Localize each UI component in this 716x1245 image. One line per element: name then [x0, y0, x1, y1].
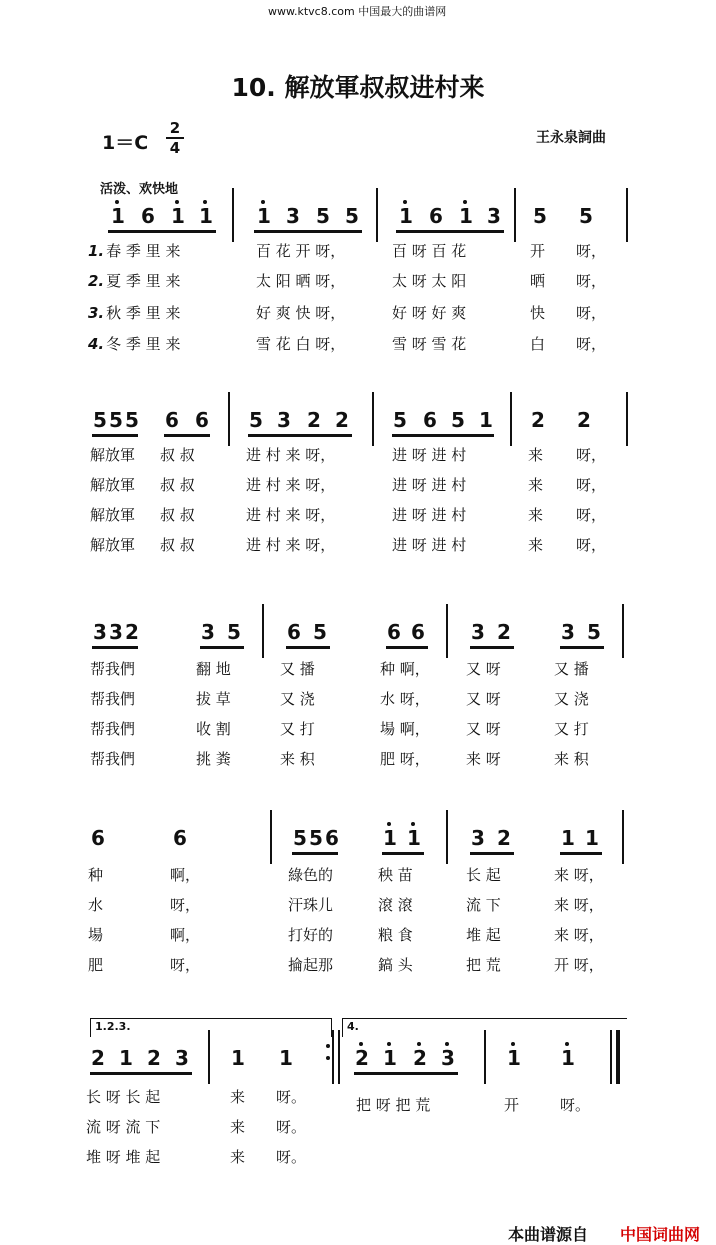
lyric: 来 呀，: [554, 896, 604, 914]
lyric: 呀。: [276, 1088, 307, 1106]
barline: [446, 604, 448, 658]
lyric: 来: [230, 1148, 246, 1166]
lyric: 进 呀 进 村: [392, 446, 467, 464]
barline: [376, 188, 378, 242]
beam: [164, 434, 210, 437]
barline: [484, 1030, 486, 1084]
lyric: 水 呀，: [380, 690, 430, 708]
note: 1: [402, 826, 426, 850]
lyric: 雪 花 白 呀，: [256, 335, 346, 353]
note: 1: [378, 826, 402, 850]
note: 6: [387, 620, 401, 644]
beam: [396, 230, 504, 233]
lyric: 开 呀，: [554, 956, 604, 974]
barline: [372, 392, 374, 446]
lyric: 又 呀: [466, 720, 501, 738]
lyric: 来: [230, 1118, 246, 1136]
note: 5: [293, 826, 307, 850]
barline: [338, 1030, 340, 1084]
lyric: 呀，: [576, 272, 607, 290]
note: 5: [587, 620, 601, 644]
note: 3: [471, 826, 485, 850]
note: 2: [147, 1046, 161, 1070]
note: 1: [231, 1046, 245, 1070]
lyric: 解放軍: [90, 506, 136, 524]
note: 3: [436, 1046, 460, 1070]
lyric: 帮我們: [90, 660, 136, 678]
note: 1: [166, 204, 190, 228]
time-signature: [166, 120, 184, 156]
note: 1: [561, 826, 575, 850]
lyric: 晒: [530, 272, 546, 290]
lyric: 呀。: [560, 1096, 591, 1114]
beam: [470, 646, 514, 649]
note: 5: [227, 620, 241, 644]
lyric: 場 啊，: [380, 720, 430, 738]
beam: [90, 1072, 192, 1075]
time-bottom: 4: [169, 139, 181, 157]
lyric: 进 村 来 呀，: [246, 446, 336, 464]
beam: [248, 434, 352, 437]
note: 5: [533, 204, 547, 228]
lyric: 呀，: [576, 476, 607, 494]
note: 2: [91, 1046, 105, 1070]
lyric: 拔 草: [196, 690, 231, 708]
note: 5: [93, 408, 107, 432]
beam: [108, 230, 216, 233]
lyric: 来: [528, 506, 544, 524]
lyric: 好 呀 好 爽: [392, 304, 467, 322]
stave-5: [0, 1046, 716, 1080]
lyric: 又 浇: [280, 690, 315, 708]
verse-line: 4. 冬 季 里 来: [88, 335, 181, 353]
lyric: 百 花 开 呀，: [256, 242, 346, 260]
lyric: 場: [88, 926, 104, 944]
lyric: 呀，: [170, 896, 201, 914]
note: 5: [109, 408, 123, 432]
lyric: 肥 呀，: [380, 750, 430, 768]
lyric: 堆 呀 堆 起: [86, 1148, 161, 1166]
beam: [354, 1072, 458, 1075]
note: 1: [502, 1046, 526, 1070]
note: 5: [309, 826, 323, 850]
barline: [270, 810, 272, 864]
lyric: 掄起那: [288, 956, 334, 974]
lyric: 呀，: [576, 536, 607, 554]
lyric: 太 呀 太 阳: [392, 272, 467, 290]
lyric: 啊，: [170, 926, 201, 944]
repeat-barline: [332, 1030, 334, 1084]
note: 1: [378, 1046, 402, 1070]
lyric: 又 打: [554, 720, 589, 738]
lyric: 又 播: [554, 660, 589, 678]
lyric: 肥: [88, 956, 104, 974]
lyric: 翻 地: [196, 660, 231, 678]
note: 2: [350, 1046, 374, 1070]
note: 2: [531, 408, 545, 432]
site-header: www.ktvc8.com 中国最大的曲谱网: [268, 5, 447, 18]
note: 3: [201, 620, 215, 644]
note: 3: [561, 620, 575, 644]
lyric: 呀，: [576, 335, 607, 353]
lyric: 解放軍: [90, 536, 136, 554]
beam: [560, 852, 602, 855]
lyric: 啊，: [170, 866, 201, 884]
note: 2: [125, 620, 139, 644]
volta-second-ending: 4.: [342, 1018, 627, 1037]
lyric: 好 爽 快 呀，: [256, 304, 346, 322]
lyric: 帮我們: [90, 690, 136, 708]
note: 5: [316, 204, 330, 228]
lyric: 叔 叔: [160, 506, 195, 524]
beam: [382, 852, 424, 855]
lyric: 白: [530, 335, 546, 353]
note: 6: [287, 620, 301, 644]
lyric: 把 荒: [466, 956, 501, 974]
lyric: 来 积: [280, 750, 315, 768]
note: 3: [109, 620, 123, 644]
footer-site-link[interactable]: 中国词曲网: [620, 1225, 701, 1244]
beam: [200, 646, 244, 649]
lyric: 来 呀: [466, 750, 501, 768]
note: 1: [194, 204, 218, 228]
lyric: 叔 叔: [160, 536, 195, 554]
note: 6: [195, 408, 209, 432]
key-signature: 1＝C: [102, 132, 149, 154]
beam: [254, 230, 362, 233]
beam: [470, 852, 514, 855]
lyric: 打好的: [288, 926, 334, 944]
note: 6: [141, 204, 155, 228]
stave-3: [0, 620, 716, 654]
note: 2: [577, 408, 591, 432]
lyric: 快: [530, 304, 546, 322]
note: 1: [454, 204, 478, 228]
beam: [292, 852, 338, 855]
beam: [286, 646, 330, 649]
note: 5: [345, 204, 359, 228]
note: 3: [277, 408, 291, 432]
footer-source-label: 本曲谱源自: [508, 1225, 589, 1244]
lyric: 种 啊，: [380, 660, 430, 678]
song-title: 10. 解放軍叔叔进村来: [231, 73, 485, 102]
note: 1: [106, 204, 130, 228]
lyric: 又 打: [280, 720, 315, 738]
lyric: 呀。: [276, 1118, 307, 1136]
tempo-marking: 活泼、欢快地: [100, 182, 179, 197]
note: 5: [393, 408, 407, 432]
note: 6: [173, 826, 187, 850]
note: 1: [556, 1046, 580, 1070]
note: 6: [423, 408, 437, 432]
note: 3: [175, 1046, 189, 1070]
lyric: 来 呀，: [554, 866, 604, 884]
note: 3: [93, 620, 107, 644]
lyric: 进 呀 进 村: [392, 506, 467, 524]
note: 5: [313, 620, 327, 644]
lyric: 种: [88, 866, 104, 884]
barline: [514, 188, 516, 242]
note: 2: [408, 1046, 432, 1070]
beam: [92, 646, 138, 649]
note: 3: [286, 204, 300, 228]
beam: [560, 646, 604, 649]
lyric: 把 呀 把 荒: [356, 1096, 431, 1114]
note: 1: [585, 826, 599, 850]
lyric: 挑 粪: [196, 750, 231, 768]
note: 2: [497, 620, 511, 644]
final-barline: [616, 1030, 620, 1084]
note: 6: [91, 826, 105, 850]
lyric: 开: [504, 1096, 520, 1114]
note: 1: [279, 1046, 293, 1070]
lyric: 綠色的: [288, 866, 334, 884]
lyric: 来: [528, 476, 544, 494]
verse-line: 1. 春 季 里 来: [88, 242, 181, 260]
time-top: 2: [169, 119, 181, 137]
barline: [622, 810, 624, 864]
stave-2: [0, 408, 716, 442]
lyric: 长 起: [466, 866, 501, 884]
lyric: 解放軍: [90, 446, 136, 464]
lyric: 堆 起: [466, 926, 501, 944]
note: 2: [335, 408, 349, 432]
lyric: 鎬 头: [378, 956, 413, 974]
barline: [208, 1030, 210, 1084]
note: 2: [307, 408, 321, 432]
note: 3: [487, 204, 501, 228]
lyric: 叔 叔: [160, 446, 195, 464]
note: 1: [479, 408, 493, 432]
stave-1: [0, 204, 716, 238]
lyric: 进 村 来 呀，: [246, 506, 336, 524]
lyric: 汗珠儿: [288, 896, 334, 914]
note: 6: [411, 620, 425, 644]
lyric: 来: [230, 1088, 246, 1106]
note: 6: [429, 204, 443, 228]
lyric: 解放軍: [90, 476, 136, 494]
lyric: 又 呀: [466, 660, 501, 678]
note: 2: [497, 826, 511, 850]
lyric: 呀，: [576, 446, 607, 464]
note: 6: [325, 826, 339, 850]
lyric: 来: [528, 446, 544, 464]
barline: [626, 392, 628, 446]
lyric: 呀，: [576, 506, 607, 524]
note: 5: [451, 408, 465, 432]
volta-first-ending: 1.2.3.: [90, 1018, 332, 1037]
lyric: 开: [530, 242, 546, 260]
note: 1: [252, 204, 276, 228]
beam: [392, 434, 494, 437]
note: 5: [125, 408, 139, 432]
lyric: 呀，: [170, 956, 201, 974]
beam: [92, 434, 138, 437]
lyric: 又 浇: [554, 690, 589, 708]
lyric: 来 积: [554, 750, 589, 768]
lyric: 粮 食: [378, 926, 413, 944]
lyric: 呀，: [576, 304, 607, 322]
lyric: 收 割: [196, 720, 231, 738]
note: 1: [394, 204, 418, 228]
lyric: 进 村 来 呀，: [246, 536, 336, 554]
lyric: 来 呀，: [554, 926, 604, 944]
lyric: 长 呀 长 起: [86, 1088, 161, 1106]
lyric: 进 呀 进 村: [392, 476, 467, 494]
lyric: 百 呀 百 花: [392, 242, 467, 260]
lyric: 水: [88, 896, 104, 914]
lyric: 叔 叔: [160, 476, 195, 494]
lyric: 帮我們: [90, 750, 136, 768]
barline: [262, 604, 264, 658]
barline: [610, 1030, 612, 1084]
barline: [626, 188, 628, 242]
note: 5: [249, 408, 263, 432]
lyric: 太 阳 晒 呀，: [256, 272, 346, 290]
lyric: 呀。: [276, 1148, 307, 1166]
lyric: 又 呀: [466, 690, 501, 708]
stave-4: [0, 826, 716, 860]
note: 3: [471, 620, 485, 644]
note: 6: [165, 408, 179, 432]
lyric: 流 下: [466, 896, 501, 914]
barline: [510, 392, 512, 446]
composer-credit: 王永泉詞曲: [536, 130, 606, 146]
lyric: 滾 滾: [378, 896, 413, 914]
barline: [446, 810, 448, 864]
beam: [386, 646, 428, 649]
barline: [232, 188, 234, 242]
note: 1: [119, 1046, 133, 1070]
lyric: 雪 呀 雪 花: [392, 335, 467, 353]
lyric: 来: [528, 536, 544, 554]
lyric: 进 村 来 呀，: [246, 476, 336, 494]
note: 5: [579, 204, 593, 228]
barline: [228, 392, 230, 446]
lyric: 秧 苗: [378, 866, 413, 884]
lyric: 呀，: [576, 242, 607, 260]
verse-line: 2. 夏 季 里 来: [88, 272, 181, 290]
lyric: 帮我們: [90, 720, 136, 738]
barline: [622, 604, 624, 658]
lyric: 又 播: [280, 660, 315, 678]
lyric: 进 呀 进 村: [392, 536, 467, 554]
lyric: 流 呀 流 下: [86, 1118, 161, 1136]
verse-line: 3. 秋 季 里 来: [88, 304, 181, 322]
